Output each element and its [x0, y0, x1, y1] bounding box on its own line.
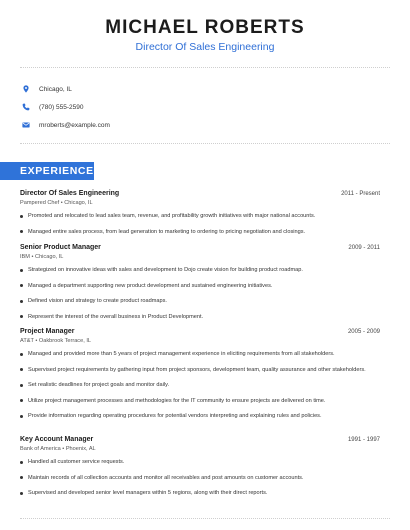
job-location: Chicago, IL — [64, 200, 93, 206]
job-company-location: Bank of America • Phoenix, AL — [20, 446, 96, 452]
job-entry — [20, 244, 380, 328]
list-item: Strategized on innovative ideas with sales and development to Dojo create vision for building product roadmap. — [20, 266, 380, 274]
job-entry — [20, 190, 380, 243]
job-dates: 2005 - 2009 — [347, 329, 380, 335]
divider — [20, 67, 390, 68]
job-bullets — [20, 350, 380, 420]
envelope-icon — [22, 121, 30, 129]
job-entry — [20, 436, 380, 505]
job-title: Senior Product Manager — [20, 244, 101, 251]
list-item: Set realistic deadlines for project goals and monitor daily. — [20, 381, 380, 389]
job-dates: 1991 - 1997 — [347, 437, 380, 443]
contact-location — [22, 85, 72, 93]
list-item: Maintain records of all collection accounts and monitor all receivables and post amounts on customer accounts. — [20, 474, 380, 482]
list-item: Managed a department supporting new product development and sustained engineering initiatives. — [20, 282, 380, 290]
phone-text: (780) 555-2590 — [39, 103, 84, 111]
job-title: Key Account Manager — [20, 436, 94, 443]
email-text: mroberts@example.com — [39, 121, 110, 129]
list-item: Represent the interest of the overall business in Product Development. — [20, 313, 380, 321]
experience-heading: EXPERIENCE — [0, 162, 94, 180]
map-pin-icon — [22, 85, 30, 93]
job-company-location: AT&T • Oakbrook Terrace, IL — [20, 338, 91, 344]
job-title: Director Of Sales Engineering — [20, 190, 120, 197]
job-company-location: IBM • Chicago, IL — [20, 254, 64, 260]
list-item: Managed entire sales process, from lead generation to marketing to ordering to pricing negotiation and closings. — [20, 228, 380, 236]
job-company-location: Pampered Chef • Chicago, IL — [20, 200, 93, 206]
list-item: Defined vision and strategy to create product roadmaps. — [20, 297, 380, 305]
list-item: Handled all customer service requests. — [20, 458, 380, 466]
divider — [20, 143, 390, 144]
list-item: Managed and provided more than 5 years of project management experience in eliciting requirements from all stakeholders. — [20, 350, 380, 358]
job-bullets — [20, 266, 380, 321]
location-text: Chicago, IL — [39, 85, 72, 93]
job-title: Project Manager — [20, 328, 75, 335]
contact-phone — [22, 103, 83, 111]
list-item: Provide information regarding operating procedures for potential vendors interpreting and explaining rules and policies. — [20, 412, 380, 420]
job-company: AT&T — [20, 338, 34, 344]
contact-email — [22, 121, 110, 129]
job-dates: 2011 - Present — [341, 191, 380, 197]
job-company: Pampered Chef — [20, 200, 60, 206]
divider — [20, 518, 390, 519]
candidate-title: Director Of Sales Engineering — [135, 41, 275, 53]
job-company: IBM — [20, 254, 30, 260]
list-item: Utilize project management processes and methodologies for the IT community to ensure projects are delivered on time. — [20, 397, 380, 405]
job-bullets — [20, 458, 380, 497]
job-company: Bank of America — [20, 446, 61, 452]
job-bullets — [20, 212, 380, 236]
phone-icon — [22, 103, 30, 111]
job-location: Phoenix, AL — [65, 446, 96, 452]
list-item: Supervised and developed senior level managers within 5 regions, along with their direct reports. — [20, 489, 380, 497]
job-location: Oakbrook Terrace, IL — [38, 338, 91, 344]
job-entry — [20, 328, 380, 428]
candidate-name: MICHAEL ROBERTS — [105, 17, 305, 38]
list-item: Promoted and relocated to lead sales team, revenue, and profitability growth initiatives with major national accounts. — [20, 212, 380, 220]
list-item: Supervised project requirements by gathering input from project sponsors, development team, quality assurance and other stakeholders. — [20, 366, 380, 374]
job-location: Chicago, IL — [35, 254, 64, 260]
job-dates: 2009 - 2011 — [348, 245, 380, 251]
